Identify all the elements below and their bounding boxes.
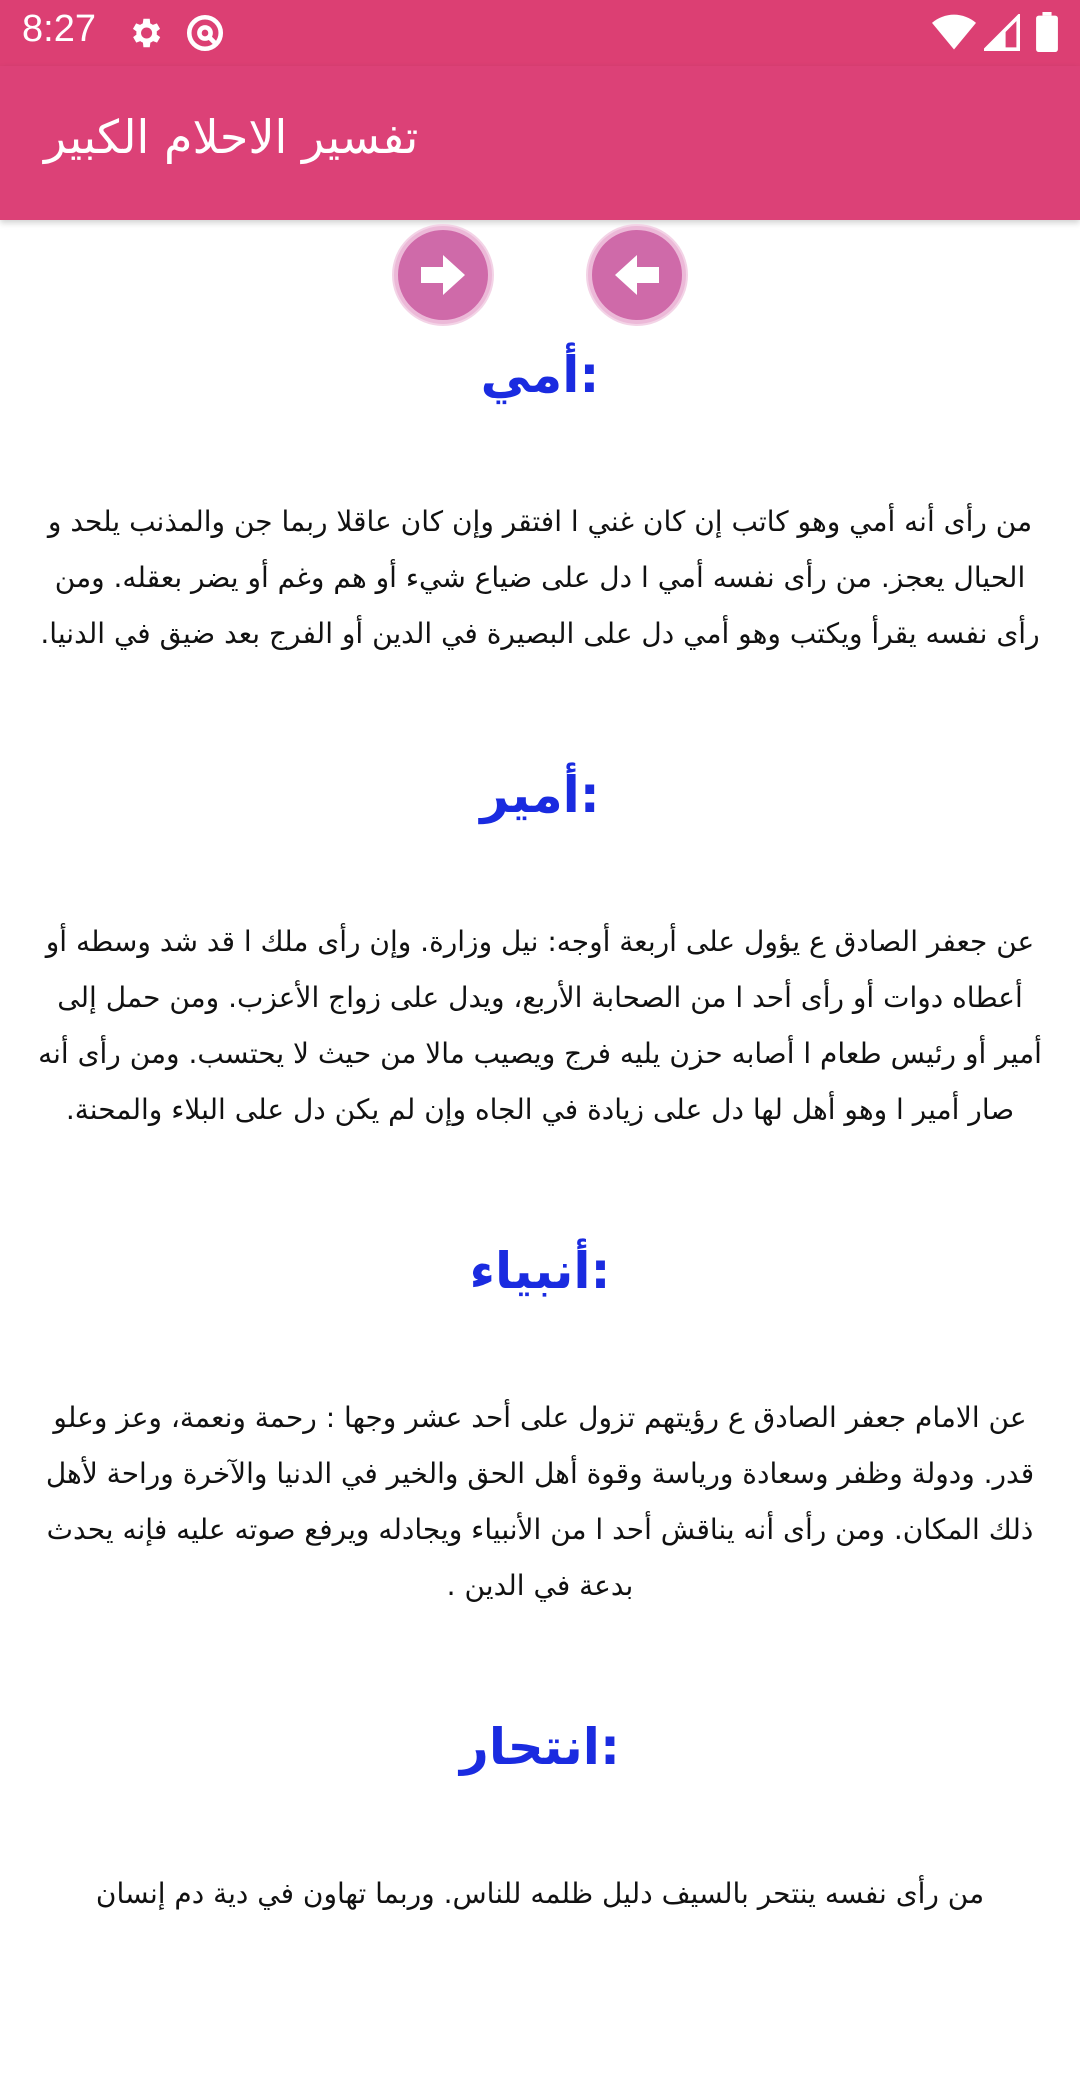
gear-icon — [126, 14, 164, 52]
signal-icon — [984, 14, 1020, 52]
vpn-icon — [184, 12, 226, 54]
app-bar — [0, 66, 1080, 220]
battery-icon — [1036, 12, 1058, 52]
status-bar — [0, 0, 1080, 66]
entry-text: من رأى أنه أمي وهو كاتب إن كان غني ا افتقر وإن كان عاقلا ربما جن والمذنب يلحد و الحيال يعجز. من رأى نفسه أمي ا دل على ضياع شيء أو هم وغم أو يضر بعقله. ومن رأى نفسه يقرأ ويكتب وهو أمي دل على البصيرة في الدين أو الفرج بعد ضيق في الدنيا. — [40, 505, 1040, 650]
arrow-right-icon — [417, 249, 469, 301]
entry-text: عن جعفر الصادق ع يؤول على أربعة أوجه: نيل وزارة. وإن رأى ملك ا قد شد وسطه أو أعطاه دوات أو رأى أحد ا من الصحابة الأربع، ويدل على زواج الأعزب. ومن حمل إلى أمير أو رئيس طعام ا أصابه حزن يليه فرج ويصيب مالا من حيث لا يحتسب. ومن رأى أنه صار أمير ا وهو أهل لها دل على زيادة في الجاه وإن لم يكن دل على البلاء والمحنة. — [38, 925, 1042, 1126]
entry-title: :أمير — [480, 766, 600, 824]
status-time: 8:27 — [22, 8, 96, 50]
entry-title: :أنبياء — [469, 1242, 611, 1300]
entry-text: من رأى نفسه ينتحر بالسيف دليل ظلمه للناس. وربما تهاون في دية دم إنسان — [95, 1877, 985, 1910]
entry-title: :أمي — [480, 346, 600, 404]
dream-content — [30, 330, 1050, 1922]
next-button[interactable] — [394, 226, 492, 324]
previous-button[interactable] — [588, 226, 686, 324]
arrow-left-icon — [611, 249, 663, 301]
entry-title: :انتحار — [460, 1718, 620, 1776]
app-title: تفسير الاحلام الكبير — [44, 110, 419, 164]
wifi-icon — [932, 14, 976, 52]
entry-text: عن الامام جعفر الصادق ع رؤيتهم تزول على أحد عشر وجها : رحمة ونعمة، وعز وعلو قدر. ودولة وظفر وسعادة ورياسة وقوة أهل الحق والخير في الدنيا والآخرة وراحة لأهل ذلك المكان. ومن رأى أنه يناقش أحد ا من الأنبياء ويجادله ويرفع صوته عليه فإنه يحدث بدعة في الدين . — [45, 1401, 1035, 1602]
